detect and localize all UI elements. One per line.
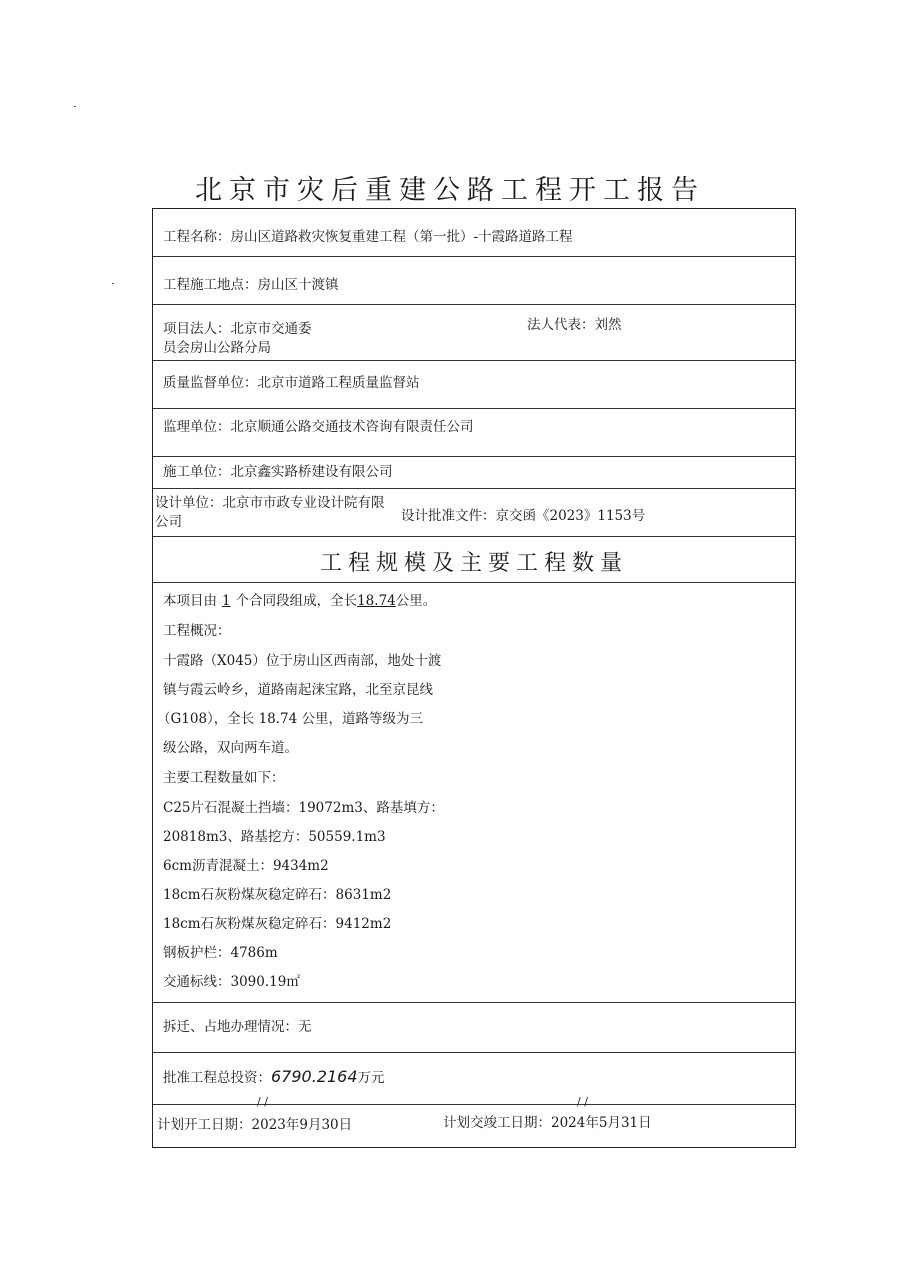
- quantity-item: 钢板护栏：4786m: [163, 945, 278, 961]
- overview-line: （G108），全长 18.74 公里，道路等级为三: [157, 711, 424, 727]
- demolition-row: [153, 1003, 795, 1053]
- investment-unit: 万元: [357, 1070, 385, 1086]
- quantities-label: 主要工程数量如下：: [163, 770, 285, 786]
- scale-content: [153, 583, 795, 1003]
- dates-row: [153, 1105, 795, 1147]
- quality-supervision-unit: 质量监督单位：北京市道路工程质量监督站: [163, 375, 420, 391]
- overview-label: 工程概况：: [163, 623, 231, 639]
- total-length: 18.74: [357, 593, 396, 609]
- quantity-item: 交通标线：3090.19㎡: [163, 974, 300, 990]
- legal-representative: 法人代表：刘然: [527, 317, 622, 333]
- project-name-row: [153, 209, 795, 257]
- planned-completion-date: 计划交竣工日期：2024年5月31日: [443, 1115, 652, 1131]
- contractor-row: [153, 457, 795, 489]
- page-title: 北京市灾后重建公路工程开工报告: [195, 175, 705, 206]
- scale-heading-row: [153, 537, 795, 583]
- contract-count: 1: [222, 593, 231, 609]
- report-form: [152, 208, 796, 1148]
- handwritten-tick: / /: [577, 1095, 588, 1108]
- construction-unit: 施工单位：北京鑫实路桥建设有限公司: [163, 464, 393, 480]
- design-unit-line-2: 公司: [155, 514, 182, 530]
- legal-person-line-2: 员会房山公路分局: [163, 340, 271, 356]
- quality-supervision-row: [153, 361, 795, 409]
- investment-row: [153, 1053, 795, 1108]
- legal-person-row: [153, 305, 795, 361]
- design-row: [153, 489, 795, 537]
- investment-label: 批准工程总投资：: [163, 1070, 271, 1086]
- quantity-item: 20818m3、路基挖方：50559.1m3: [163, 829, 386, 845]
- scan-speck: [74, 106, 76, 107]
- planned-start-date: 计划开工日期：2023年9月30日: [157, 1117, 353, 1133]
- overview-line: 镇与霞云岭乡，道路南起涞宝路，北至京昆线: [163, 682, 433, 698]
- quantity-item: 6cm沥青混凝土：9434m2: [163, 858, 329, 874]
- demolition-status: 拆迁、占地办理情况：无: [163, 1019, 312, 1035]
- contract-summary: 本项目由 1 个合同段组成，全长18.74公里。: [163, 593, 437, 609]
- construction-location: 工程施工地点：房山区十渡镇: [163, 277, 339, 293]
- legal-person-line-1: 项目法人：北京市交通委: [163, 321, 312, 337]
- design-unit-line-1: 设计单位：北京市市政专业设计院有限: [155, 495, 385, 511]
- supervisor-row: [153, 409, 795, 457]
- overview-line: 级公路，双向两车道。: [163, 740, 298, 756]
- project-name: 工程名称：房山区道路救灾恢复重建工程（第一批）-十霞路道路工程: [163, 229, 573, 245]
- section-heading: 工程规模及主要工程数量: [319, 551, 628, 576]
- supervision-unit: 监理单位：北京顺通公路交通技术咨询有限责任公司: [163, 419, 474, 435]
- investment-amount: 6790.2164: [271, 1067, 358, 1086]
- approved-investment: [163, 1067, 385, 1088]
- quantity-item: C25片石混凝土挡墙：19072m3、路基填方：: [163, 800, 444, 816]
- quantity-item: 18cm石灰粉煤灰稳定碎石：8631m2: [163, 887, 392, 903]
- overview-line: 十霞路（X045）位于房山区西南部，地处十渡: [163, 653, 442, 669]
- design-approval-document: 设计批准文件：京交函《2023》1153号: [401, 508, 646, 524]
- scan-speck: [112, 283, 114, 284]
- location-row: [153, 257, 795, 305]
- handwritten-tick: / /: [257, 1095, 268, 1108]
- quantity-item: 18cm石灰粉煤灰稳定碎石：9412m2: [163, 916, 392, 932]
